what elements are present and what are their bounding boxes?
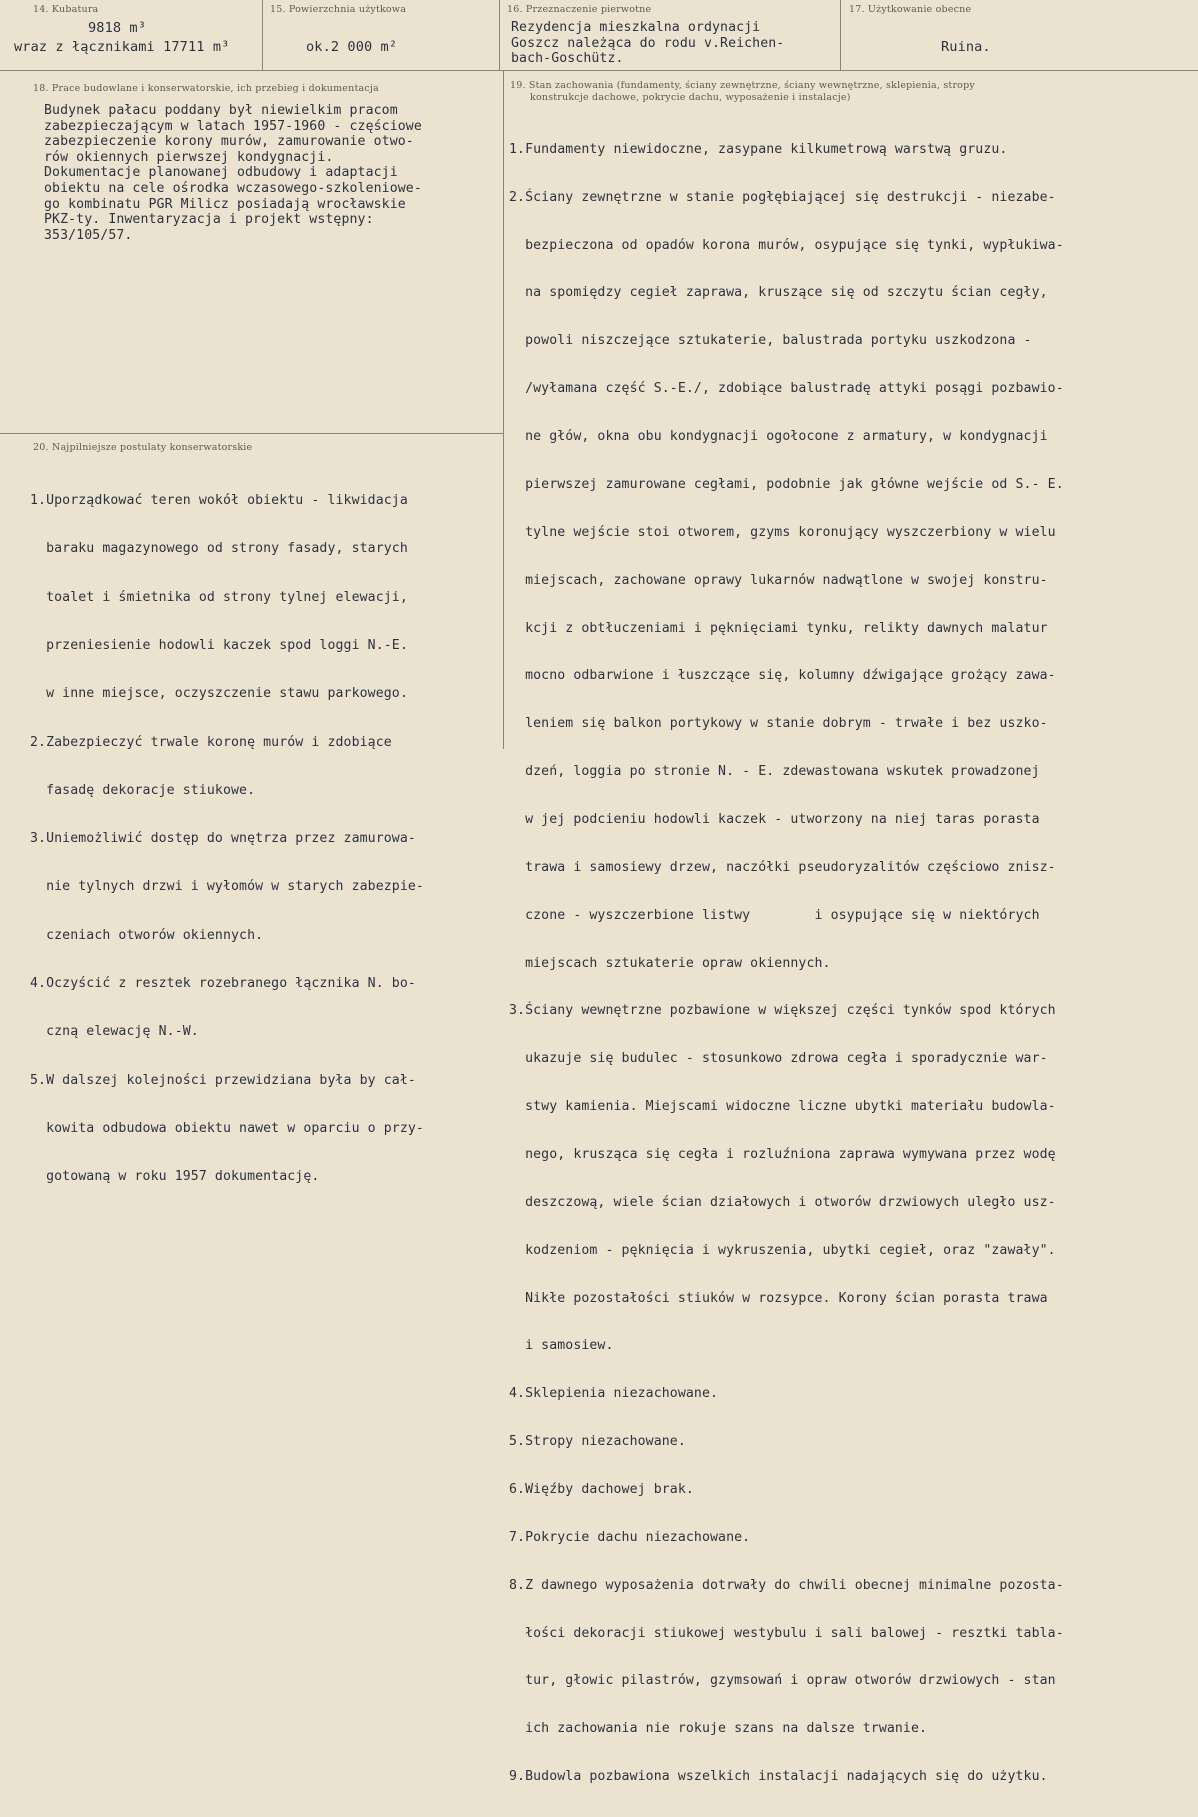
field-19-line: 8.Z dawnego wyposażenia dotrwały do chwili obecnej minimalne pozosta- [509,1577,1064,1593]
field-19-line: powoli niszczejące sztukaterie, balustrada portyku uszkodzona - [509,333,1032,349]
field-19-line: w jej podcieniu hodowli kaczek - utworzony na niej taras porasta [509,811,1040,827]
field-20-line: 3.Uniemożliwić dostęp do wnętrza przez zamurowa- [30,831,416,847]
field-19-line: trawa i samosiewy drzew, naczółki pseudoryzalitów częściowo znisz- [509,859,1056,875]
field-20-line: kowita odbudowa obiektu nawet w oparciu o przy- [30,1120,424,1136]
field-19-line: 7.Pokrycie dachu niezachowane. [509,1529,751,1545]
field-19-line: na spomiędzy cegieł zaprawa, kruszące się od szczytu ścian cegły, [509,285,1048,301]
field-19-line: bezpieczona od opadów korona murów, osypujące się tynki, wypłukiwa- [509,237,1064,253]
field-19-line: tur, głowic pilastrów, gzymsowań i opraw otworów drzwiowych - stan [509,1673,1056,1689]
field-19-line: dzeń, loggia po stronie N. - E. zdewastowana wskutek prowadzonej [509,764,1040,780]
field-19-line: pierwszej zamurowane cegłami, podobnie jak główne wejście od S.- E. [509,476,1064,492]
field-19-label: 19. Stan zachowania (fundamenty, ściany zewnętrzne, ściany wewnętrzne, sklepienia, stropy [510,80,975,91]
field-20-line: w inne miejsce, oczyszczenie stawu parkowego. [30,686,408,702]
field-19-line: leniem się balkon portykowy w stanie dobrym - trwałe i bez uszko- [509,716,1048,732]
field-19-label-continued: konstrukcje dachowe, pokrycie dachu, wyposażenie i instalacje) [530,92,851,103]
field-19-line: 4.Sklepienia niezachowane. [509,1386,719,1402]
field-19-line: stwy kamienia. Miejscami widoczne liczne ubytki materiału budowla- [509,1099,1056,1115]
field-19-line: 2.Ściany zewnętrzne w stanie pogłębiającej się destrukcji - niezabe- [509,189,1056,205]
field-19-line: Nikłe pozostałości stiuków w rozsypce. Korony ścian porasta trawa [509,1290,1048,1306]
field-18-line: PKZ-ty. Inwentaryzacja i projekt wstępny: [44,212,374,228]
divider-16-17 [840,0,841,70]
header-bottom-rule [0,70,1198,71]
field-16-label: 16. Przeznaczenie pierwotne [507,4,652,15]
field-20-line: 1.Uporządkować teren wokół obiektu - likwidacja [30,493,408,509]
field-19-line: łości dekoracji stiukowej westybulu i sali balowej - resztki tabla- [509,1625,1064,1641]
divider-15-16 [499,0,500,70]
field-18-line: Budynek pałacu poddany był niewielkim pracom [44,103,398,118]
field-16-original-purpose [511,20,784,67]
field-18-label: 18. Prace budowlane i konserwatorskie, ich przebieg i dokumentacja [33,83,379,94]
field-19-line: ne głów, okna obu kondygnacji ogołocone z armatury, w kondygnacji [509,429,1048,445]
field-20-postulates-text [30,461,424,1217]
field-18-line: go kombinatu PGR Milicz posiadają wrocławskie [44,196,406,212]
field-20-label: 20. Najpilniejsze postulaty konserwatorskie [33,442,253,453]
field-18-line: Dokumentacje planowanej odbudowy i adaptacji [44,165,398,181]
main-column-divider [503,70,504,749]
field-16-line: Goszcz należąca do rodu v.Reichen- [511,35,785,51]
field-19-line: miejscach, zachowane oprawy lukarnów nadwątlone w swojej konstru- [509,572,1048,588]
field-20-line: nie tylnych drzwi i wyłomów w starych zabezpie- [30,879,424,895]
field-20-line: baraku magazynowego od strony fasady, starych [30,541,408,557]
field-16-line: bach-Goschütz. [511,51,624,67]
field-14-label: 14. Kubatura [33,4,99,15]
field-19-line: czone - wyszczerbione listwy i osypujące się w niektórych [509,907,1040,923]
field-19-line: i samosiew. [509,1338,614,1354]
divider-14-15 [262,0,263,70]
field-14-volume-with-connectors: wraz z łącznikami 17711 m³ [14,39,230,55]
field-19-line: 6.Więźby dachowej brak. [509,1481,694,1497]
field-14-volume: 9818 m³ [88,20,146,36]
field-19-line: 5.Stropy niezachowane. [509,1434,686,1450]
field-19-line: nego, krusząca się cegła i rozluźniona zaprawa wymywana przez wodę [509,1146,1056,1162]
field-19-line: ich zachowania nie rokuje szans na dalsze trwanie. [509,1721,928,1737]
field-20-line: 2.Zabezpieczyć trwale koronę murów i zdobiące [30,734,392,750]
field-20-line: czną elewację N.-W. [30,1024,199,1040]
field-20-line: czeniach otworów okiennych. [30,927,264,943]
field-18-works-text [44,103,422,243]
field-18-line: zabezpieczającym w latach 1957-1960 - częściowe [44,118,422,134]
field-19-condition-text [509,110,1064,1817]
field-18-line: rów okiennych pierwszej kondygnacji. [44,149,334,165]
section-20-top-rule [0,433,503,434]
field-20-line: przeniesienie hodowli kaczek spod loggi N.-E. [30,638,408,654]
field-20-line: 4.Oczyścić z resztek rozebranego łącznika N. bo- [30,976,416,991]
field-19-line: 3.Ściany wewnętrzne pozbawione w większej części tynków spod których [509,1003,1056,1019]
field-18-line: zabezpieczenie korony murów, zamurowanie otwo- [44,134,414,150]
field-20-line: fasadę dekoracje stiukowe. [30,782,256,798]
field-20-line: 5.W dalszej kolejności przewidziana była by cał- [30,1072,416,1088]
field-19-line: kcji z obtłuczeniami i pęknięciami tynku, relikty dawnych malatur [509,620,1048,636]
field-16-line: Rezydencja mieszkalna ordynacji [511,20,761,35]
field-19-line: miejscach sztukaterie opraw okiennych. [509,955,831,971]
field-19-line: 1.Fundamenty niewidoczne, zasypane kilkumetrową warstwą gruzu. [509,141,1008,157]
field-18-line: 353/105/57. [44,227,133,243]
field-19-line: /wyłamana część S.-E./, zdobiące balustradę attyki posągi pozbawio- [509,381,1064,397]
field-20-line: toalet i śmietnika od strony tylnej elewacji, [30,589,408,605]
field-17-label: 17. Użytkowanie obecne [849,4,972,15]
field-15-usable-area: ok.2 000 m² [306,39,398,55]
field-19-line: tylne wejście stoi otworem, gzyms koronujący wyszczerbiony w wielu [509,524,1056,540]
field-19-line: ukazuje się budulec - stosunkowo zdrowa cegła i sporadycznie war- [509,1051,1048,1067]
field-20-line: gotowaną w roku 1957 dokumentację. [30,1169,320,1185]
field-15-label: 15. Powierzchnia użytkowa [270,4,407,15]
field-19-line: kodzeniom - pęknięcia i wykruszenia, ubytki cegieł, oraz "zawały". [509,1242,1056,1258]
field-17-current-use: Ruina. [941,39,991,55]
field-19-line: 9.Budowla pozbawiona wszelkich instalacji nadających się do użytku. [509,1769,1048,1785]
field-18-line: obiektu na cele ośrodka wczasowego-szkoleniowe- [44,180,422,196]
field-19-line: deszczową, wiele ścian działowych i otworów drzwiowych uległo usz- [509,1194,1056,1210]
field-19-line: mocno odbarwione i łuszczące się, kolumny dźwigające grożący zawa- [509,668,1056,684]
